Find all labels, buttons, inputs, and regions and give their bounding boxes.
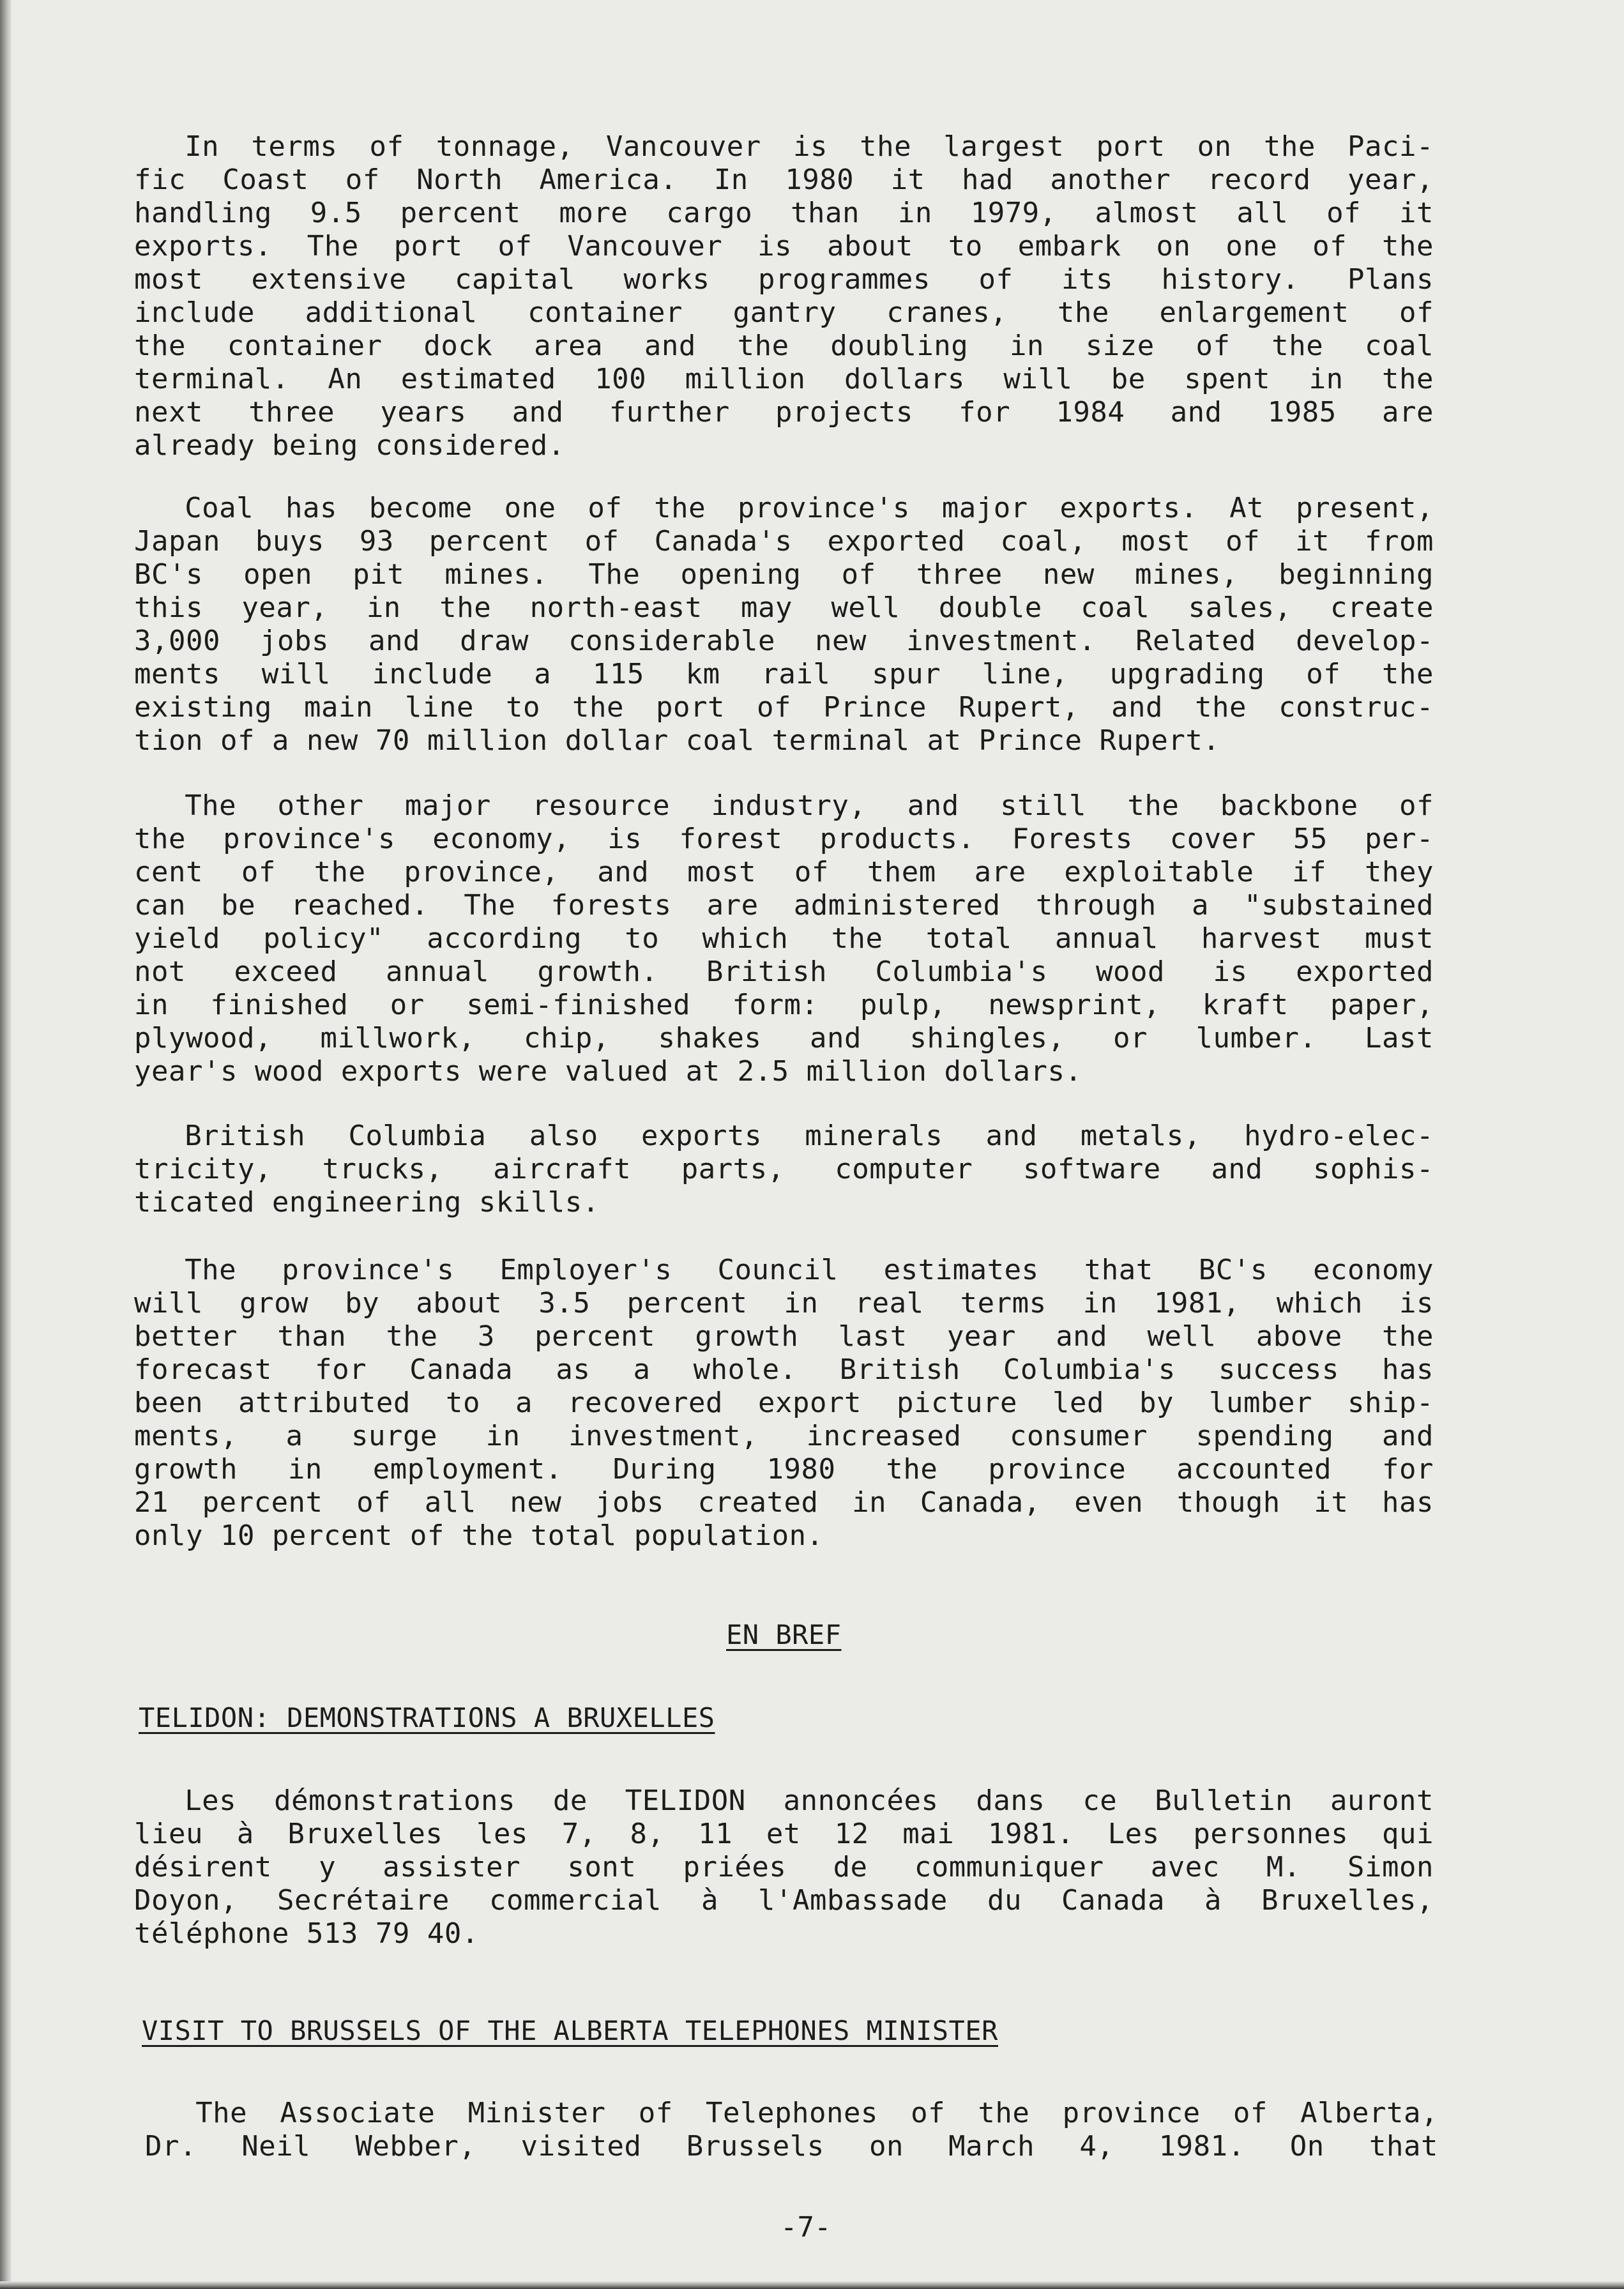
text-line: year's wood exports were valued at 2.5 million dollars. bbox=[134, 1055, 1082, 1088]
text-line: not exceed annual growth. British Columbia's wood is exported bbox=[134, 955, 1434, 988]
text-line: tion of a new 70 million dollar coal terminal at Prince Rupert. bbox=[134, 724, 1220, 757]
text-line: existing main line to the port of Prince Rupert, and the construc- bbox=[134, 691, 1434, 724]
paragraph-forest-products bbox=[134, 789, 1434, 1088]
text-line: can be reached. The forests are administered through a "substained bbox=[134, 889, 1434, 922]
text-line: next three years and further projects for 1984 and 1985 are bbox=[134, 396, 1434, 429]
text-line: the province's economy, is forest products. Forests cover 55 per- bbox=[134, 823, 1434, 855]
text-line: 3,000 jobs and draw considerable new investment. Related develop- bbox=[134, 625, 1434, 657]
text-line: the container dock area and the doubling in size of the coal bbox=[134, 330, 1434, 362]
text-line: growth in employment. During 1980 the province accounted for bbox=[134, 1453, 1434, 1486]
text-line: cent of the province, and most of them are exploitable if they bbox=[134, 856, 1434, 888]
text-line: been attributed to a recovered export picture led by lumber ship- bbox=[134, 1387, 1434, 1419]
paragraph-economy-growth bbox=[134, 1254, 1434, 1553]
text-line: Japan buys 93 percent of Canada's exported coal, most of it from bbox=[134, 525, 1434, 558]
paragraph-telidon bbox=[134, 1784, 1434, 1951]
text-line: In terms of tonnage, Vancouver is the largest port on the Paci- bbox=[185, 130, 1434, 163]
page-left-shadow bbox=[0, 0, 11, 2289]
text-line: already being considered. bbox=[134, 429, 565, 462]
text-line: lieu à Bruxelles les 7, 8, 11 et 12 mai 1981. Les personnes qui bbox=[134, 1818, 1434, 1850]
text-line: most extensive capital works programmes of its history. Plans bbox=[134, 263, 1434, 296]
page-bottom-shadow bbox=[0, 2281, 1624, 2289]
text-line: téléphone 513 79 40. bbox=[134, 1917, 479, 1950]
text-line: this year, in the north-east may well double coal sales, create bbox=[134, 591, 1434, 624]
text-line: Coal has become one of the province's major exports. At present, bbox=[185, 492, 1434, 524]
text-line: fic Coast of North America. In 1980 it had another record year, bbox=[134, 164, 1434, 196]
text-line: include additional container gantry cranes, the enlargement of bbox=[134, 296, 1434, 329]
text-line: Dr. Neil Webber, visited Brussels on March 4, 1981. On that bbox=[145, 2130, 1438, 2163]
text-line: tricity, trucks, aircraft parts, computer software and sophis- bbox=[134, 1153, 1434, 1185]
text-line: ments, a surge in investment, increased consumer spending and bbox=[134, 1420, 1434, 1452]
text-line: yield policy" according to which the total annual harvest must bbox=[134, 922, 1434, 955]
text-line: ments will include a 115 km rail spur line, upgrading of the bbox=[134, 658, 1434, 690]
text-line: Doyon, Secrétaire commercial à l'Ambassade du Canada à Bruxelles, bbox=[134, 1884, 1434, 1917]
paragraph-other-exports bbox=[134, 1120, 1434, 1219]
page-number: -7- bbox=[780, 2211, 831, 2244]
text-line: plywood, millwork, chip, shakes and shingles, or lumber. Last bbox=[134, 1022, 1434, 1054]
text-line: Les démonstrations de TELIDON annoncées dans ce Bulletin auront bbox=[185, 1784, 1434, 1817]
text-line: ticated engineering skills. bbox=[134, 1186, 600, 1219]
text-line: handling 9.5 percent more cargo than in 1979, almost all of it bbox=[134, 197, 1434, 229]
text-line: 21 percent of all new jobs created in Canada, even though it has bbox=[134, 1486, 1434, 1519]
text-line: British Columbia also exports minerals and metals, hydro-elec- bbox=[185, 1120, 1434, 1152]
text-line: désirent y assister sont priées de communiquer avec M. Simon bbox=[134, 1851, 1434, 1883]
text-line: forecast for Canada as a whole. British Columbia's success has bbox=[134, 1353, 1434, 1386]
text-line: The province's Employer's Council estimates that BC's economy bbox=[185, 1254, 1434, 1286]
heading-telidon: TELIDON: DEMONSTRATIONS A BRUXELLES bbox=[139, 1702, 715, 1733]
text-line: will grow by about 3.5 percent in real terms in 1981, which is bbox=[134, 1287, 1434, 1319]
paragraph-vancouver-port bbox=[134, 130, 1434, 462]
paragraph-coal-exports bbox=[134, 492, 1434, 757]
text-line: only 10 percent of the total population. bbox=[134, 1519, 824, 1552]
heading-alberta-minister: VISIT TO BRUSSELS OF THE ALBERTA TELEPHONES MINISTER bbox=[142, 2015, 998, 2046]
paragraph-alberta-visit bbox=[145, 2097, 1438, 2163]
text-line: BC's open pit mines. The opening of three new mines, beginning bbox=[134, 558, 1434, 591]
text-line: The Associate Minister of Telephones of the province of Alberta, bbox=[195, 2097, 1438, 2129]
text-line: exports. The port of Vancouver is about to embark on one of the bbox=[134, 230, 1434, 262]
text-line: in finished or semi-finished form: pulp, newsprint, kraft paper, bbox=[134, 989, 1434, 1021]
text-line: terminal. An estimated 100 million dollars will be spent in the bbox=[134, 363, 1434, 395]
text-line: better than the 3 percent growth last year and well above the bbox=[134, 1320, 1434, 1353]
section-heading-en-bref: EN BREF bbox=[726, 1619, 842, 1650]
text-line: The other major resource industry, and still the backbone of bbox=[185, 789, 1434, 822]
